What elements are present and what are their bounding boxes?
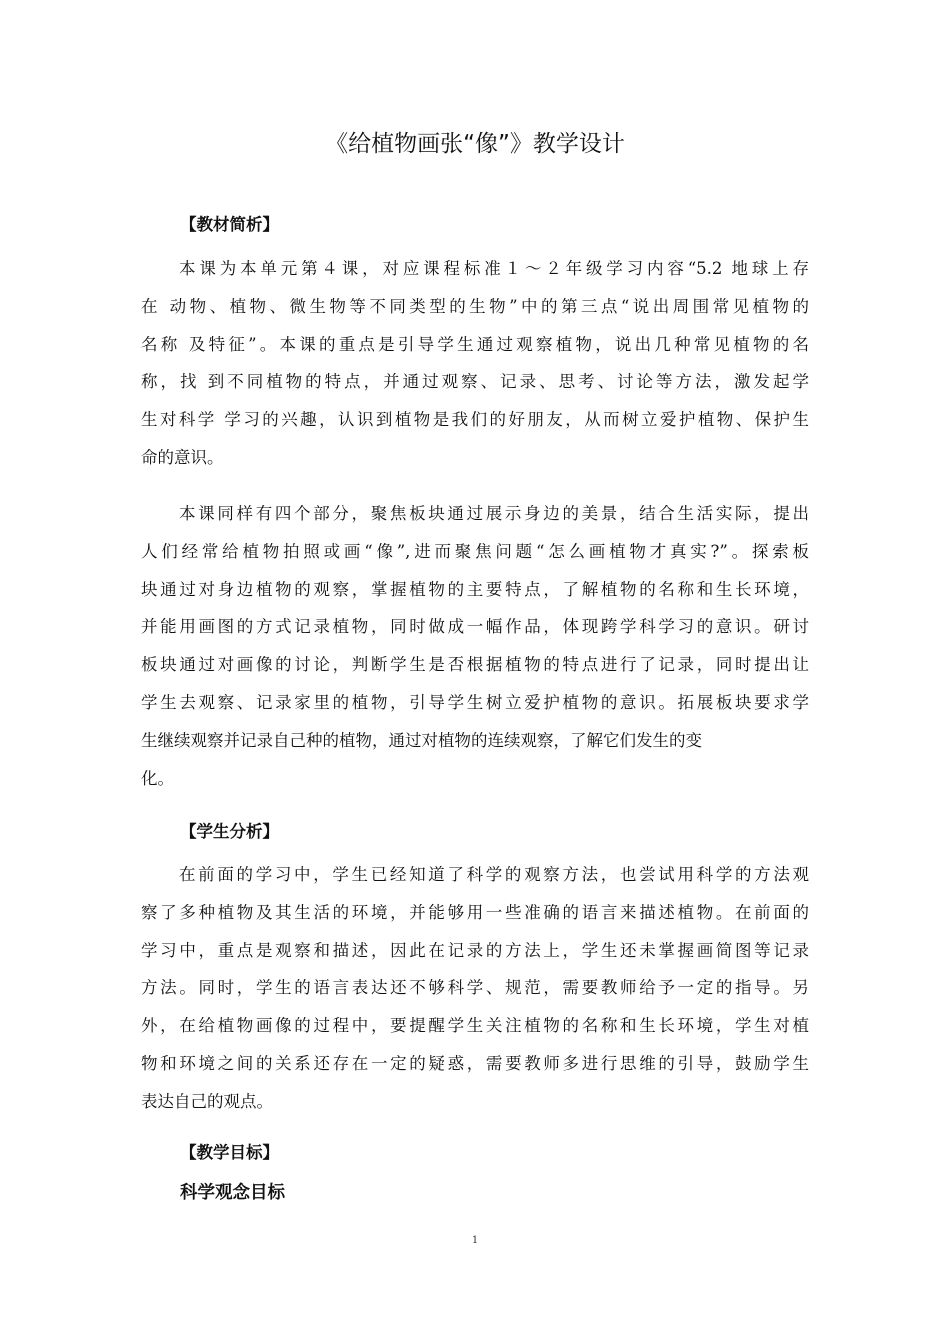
paragraph-line: 命的意识。 <box>141 447 224 467</box>
paragraph-line: 本课同样有四个部分，聚焦板块通过展示身边的美景，结合生活实际，提出 <box>179 504 809 523</box>
paragraph-line: 在前面的学习中，学生已经知道了科学的观察方法，也尝试用科学的方法观 <box>179 865 809 884</box>
paragraph-line: 块通过对身边植物的观察，掌握植物的主要特点，了解植物的名称和生长环境， <box>141 579 809 599</box>
paragraph-line: 在 动物、植物、微生物等不同类型的生物”中的第三点“说出周围常见植物的 <box>141 296 809 316</box>
section-heading-teaching-goals: 【教学目标】 <box>180 1143 279 1162</box>
paragraph-line: 表达自己的观点。 <box>141 1091 273 1111</box>
paragraph-line: 并能用画图的方式记录植物，同时做成一幅作品，体现跨学科学习的意识。研讨 <box>141 617 809 637</box>
textbook-analysis-paragraph-2 <box>141 495 809 797</box>
textbook-analysis-paragraph-1 <box>141 250 809 477</box>
document-title: 《给植物画张“像”》教学设计 <box>325 131 625 157</box>
page-number: 1 <box>471 1235 479 1246</box>
paragraph-line: 生继续观察并记录自己种的植物，通过对植物的连续观察，了解它们发生的变 <box>141 730 702 750</box>
paragraph-line: 学习中，重点是观察和描述，因此在记录的方法上，学生还未掌握画简图等记录 <box>141 940 809 960</box>
paragraph-line: 人们经常给植物拍照或画“像”,进而聚焦问题“怎么画植物才真实?”。探索板 <box>141 541 809 561</box>
paragraph-line: 察了多种植物及其生活的环境，并能够用一些准确的语言来描述植物。在前面的 <box>141 902 809 922</box>
paragraph-line: 生对科学 学习的兴趣，认识到植物是我们的好朋友，从而树立爱护植物、保护生 <box>141 410 809 430</box>
section-heading-student-analysis: 【学生分析】 <box>180 822 279 841</box>
paragraph-line: 化。 <box>141 768 174 788</box>
paragraph-line: 称，找 到不同植物的特点，并通过观察、记录、思考、讨论等方法，激发起学 <box>141 372 809 392</box>
paragraph-line: 名称 及特征”。本课的重点是引导学生通过观察植物，说出几种常见植物的名 <box>141 334 809 354</box>
section-heading-textbook-analysis: 【教材简析】 <box>180 215 279 234</box>
paragraph-line: 学生去观察、记录家里的植物，引导学生树立爱护植物的意识。拓展板块要求学 <box>141 692 809 712</box>
paragraph-line: 物和环境之间的关系还存在一定的疑惑，需要教师多进行思维的引导，鼓励学生 <box>141 1053 809 1073</box>
paragraph-line: 本课为本单元第４课，对应课程标准１～２年级学习内容“5.2 地球上存 <box>179 259 809 278</box>
paragraph-line: 方法。同时，学生的语言表达还不够科学、规范，需要教师给予一定的指导。另 <box>141 978 809 998</box>
paragraph-line: 板块通过对画像的讨论，判断学生是否根据植物的特点进行了记录，同时提出让 <box>141 655 809 675</box>
subheading-science-concept-goals: 科学观念目标 <box>180 1183 285 1203</box>
student-analysis-paragraph <box>141 856 809 1121</box>
paragraph-line: 外，在给植物画像的过程中，要提醒学生关注植物的名称和生长环境，学生对植 <box>141 1016 809 1036</box>
